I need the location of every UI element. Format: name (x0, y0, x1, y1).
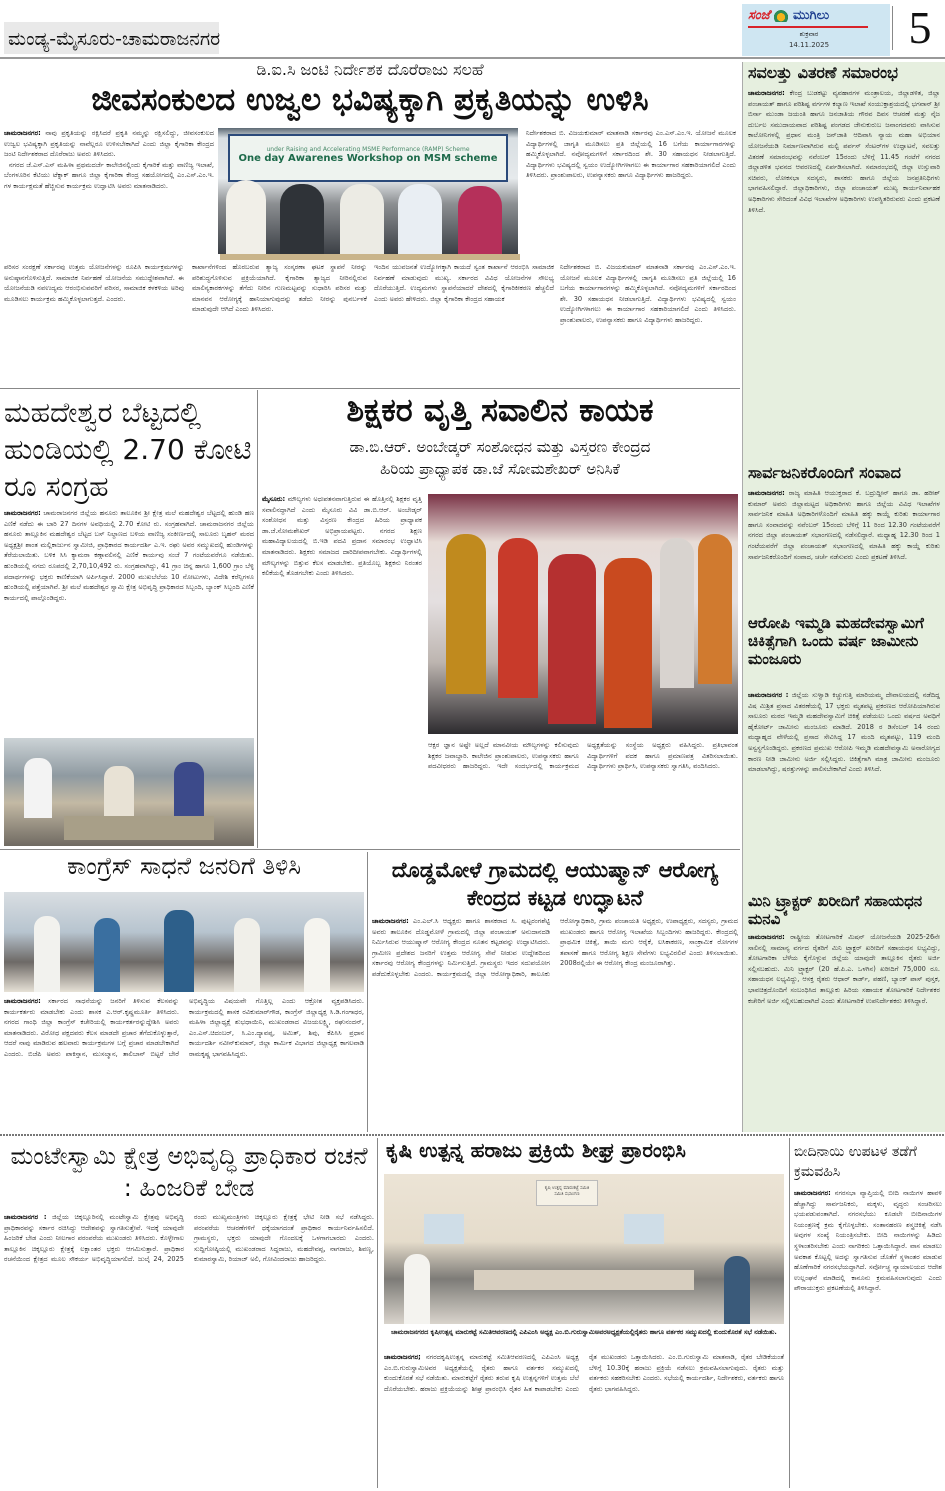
story4-body: ಚಾಮರಾಜನಗರ: ಸರ್ಕಾರದ ಸಾಧನೆಯನ್ನು ಜನರಿಗೆ ತಿಳಿಸುವ ಕೆಲಸವನ್ನು ಕಾರ್ಯಕರ್ತರು ಮಾಡಬೇಕು ಎಂದು ಶಾಸಕ ಎ.ಆರ್.ಕೃಷ್ಣಮೂರ್ತಿ ತಿಳಿಸಿದರು. ನಗರದ ಗಾಂಧಿ ಜಿಲ್ಲಾ ಕಾಂಗ್ರೆಸ್ ಕಚೇರಿಯಲ್ಲಿ ಕಾರ್ಯಕರ್ತರನ್ನುದ್ದೇಶಿಸಿ ಅವರು ಮಾತನಾಡಿದರು. ವಿರೋಧ ಪಕ್ಷದವರು ಕೆಲಸ ಮಾಡದೇ ಪ್ರಚಾರ ತೆಗೆದುಕೊಳ್ಳುತ್ತಾರೆ, ಆದರೆ ನಾವು ಮಾಡಿರುವ ಹಲವಾರು ಕಾರ್ಯಕ್ರಮಗಳ ಬಗ್ಗೆ ಪ್ರಚಾರ ಮಾಡಬೇಕಾಗಿದೆ ಎಂದರು. ಬಿಜೆಪಿ ಅವರು ಪಾಕಿಸ್ತಾನ, ಮುಸಲ್ಮಾನ, ತಾಲಿಬಾನ್ ಬಿಟ್ಟರೆ ಬೇರೆ ಅಭಿವೃದ್ಧಿಯ ವಿಷಯವೇ ಗೊತ್ತಿಲ್ಲ ಎಂದು ಆಕ್ರೋಶ ವ್ಯಕ್ತಪಡಿಸಿದರು. ಕಾರ್ಯಕ್ರಮದಲ್ಲಿ ಶಾಸಕ ರವಿಕುಮಾರ್‌ಗೌಡ, ಕಾಂಗ್ರೆಸ್ ಜಿಲ್ಲಾಧ್ಯಕ್ಷ ಸಿ.ಡಿ.ಗಂಗಾಧರ, ಮಹಿಳಾ ಜಿಲ್ಲಾಧ್ಯಕ್ಷೆ ಶುಭಧಾಯಿನಿ, ಮುಖಂಡರಾದ ವಿಜಯಲಕ್ಷ್ಮಿ, ರಘುನಂದನ್, ಎಂ.ಎಸ್.ಚಿದಂಬರ್, ಸಿ.ಎಂ.ದ್ಯಾವಪ್ಪ, ಅಮಿತ್, ಶಿವು, ಕೆಪಿಸಿಸಿ ಪ್ರಧಾನ ಕಾರ್ಯದರ್ಶಿ ನವೀನ್‌ಕುಮಾರ್, ಜಿಲ್ಲಾ ಕಾರ್ಮಿಕ ವಿಭಾಗದ ಜಿಲ್ಲಾಧ್ಯಕ್ಷ ಕಾಗಲವಾಡಿ ರಾಮಕೃಷ್ಣ ಭಾಗವಹಿಸಿದ್ದರು. (4, 997, 364, 1058)
sidebar3-heading: ಆರೋಪಿ ಇಮ್ಮಡಿ ಮಹದೇವಸ್ವಾಮಿಗೆ ಚಿಕಿತ್ಸೆಗಾಗಿ ಒಂದು ವರ್ಷ ಜಾಮೀನು ಮಂಜೂರು (748, 614, 924, 668)
story1-headline: ಜೀವಸಂಕುಲದ ಉಜ್ವಲ ಭವಿಷ್ಯಕ್ಕಾಗಿ ಪ್ರಕೃತಿಯನ್ನು ಉಳಿಸಿ (91, 84, 649, 118)
rule-col-story7 (377, 1138, 378, 1488)
story3-photo (428, 494, 738, 734)
sidebar3-body: ಚಾಮರಾಜನಗರ : ಜಿಲ್ಲೆಯ ಸುಳ್ವಾಡಿ ಕಿಚ್ಚುಗುತ್ತಿ ಮಾರಿಯಮ್ಮ ದೇವಾಲಯದಲ್ಲಿ ನಡೆದಿದ್ದ ವಿಷ ಮಿಶ್ರಿತ ಪ್ರಸಾದ ವಿತರಣೆಯಲ್ಲಿ 17 ಭಕ್ತರು ಮೃತಪಟ್ಟ ಪ್ರಕರಣದ ಆರೋಪಿಯಾಗಿರುವ ಸಾಲೂರು ಮಠದ ಇಮ್ಮಡಿ ಮಹದೇವಸ್ವಾಮಿಗೆ ಚಿಕಿತ್ಸೆ ಪಡೆಯಲು ಒಂದು ವರ್ಷದ ಅವಧಿಗೆ ಹೈಕೋರ್ಟ್ ಜಾಮೀನು ಮಂಜೂರು ಮಾಡಿದೆ. 2018 ರ ಡಿಸೆಂಬರ್ 14 ರಂದು ಮಧ್ಯಾಹ್ನದ ವೇಳೆಯಲ್ಲಿ ಪ್ರಸಾದ ಸೇವಿಸಿದ್ದ 17 ಮಂದಿ ಮೃತಪಟ್ಟು, 119 ಮಂದಿ ಅಸ್ವಸ್ಥಗೊಂಡಿದ್ದರು. ಪ್ರಕರಣದ ಪ್ರಮುಖ ಆರೋಪಿ ಇಮ್ಮಡಿ ಮಹದೇವಸ್ವಾಮಿ ಅನಾರೋಗ್ಯದ ಕಾರಣ ನೀಡಿ ಜಾಮೀನು ಅರ್ಜಿ ಸಲ್ಲಿಸಿದ್ದರು. ಚಿಕಿತ್ಸೆಗಾಗಿ ಮಾತ್ರ ಜಾಮೀನು ಮಂಜೂರು ಮಾಡಲಾಗಿದ್ದು, ಷರತ್ತುಗಳನ್ನು ಪಾಲಿಸಬೇಕಾಗಿದೆ ಎಂದು ತಿಳಿಸಿದೆ. (748, 691, 940, 774)
story3-body1: ಮೈಸೂರು: ಮೌಲ್ಯಗಳು ಅಧಃಪತನವಾಗುತ್ತಿರುವ ಈ ಹೊತ್ತಿನಲ್ಲಿ ಶಿಕ್ಷಕರ ವೃತ್ತಿ ಸವಾಲಿನದ್ದಾಗಿದೆ ಎಂದು ಮೈಸೂರು ವಿವಿ ಡಾ.ಬಿ.ಆರ್. ಅಂಬೇಡ್ಕರ್ ಸಂಶೋಧನ ಮತ್ತು ವಿಸ್ತರಣ ಕೇಂದ್ರದ ಹಿರಿಯ ಪ್ರಾಧ್ಯಾಪಕ ಡಾ.ಜೆ.ಸೋಮಶೇಖರ್ ಅಭಿಪ್ರಾಯಪಟ್ಟರು. ನಗರದ ಶಿಕ್ಷಣ ಮಹಾವಿದ್ಯಾಲಯದಲ್ಲಿ ಬಿ.ಇಡಿ ಪದವಿ ಪ್ರದಾನ ಸಮಾರಂಭ ಉದ್ಘಾಟಿಸಿ ಮಾತನಾಡಿದರು. ಶಿಕ್ಷಕರು ಸಮಾಜದ ದಾರಿದೀಪವಾಗಬೇಕು. ವಿದ್ಯಾರ್ಥಿಗಳಲ್ಲಿ ಮೌಲ್ಯಗಳನ್ನು ಬಿತ್ತುವ ಕೆಲಸ ಮಾಡಬೇಕು. ಪ್ರತಿಯೊಬ್ಬ ಶಿಕ್ಷಕನು ನಿರಂತರ ಕಲಿಕೆಯಲ್ಲಿ ತೊಡಗಬೇಕು ಎಂದು ತಿಳಿಸಿದರು. (262, 495, 422, 578)
story3-headline: ಶಿಕ್ಷಕರ ವೃತ್ತಿ ಸವಾಲಿನ ಕಾಯಕ (346, 394, 654, 429)
sidebar4-heading: ಮಿನಿ ಟ್ರ್ಯಾಕ್ಟರ್ ಖರೀದಿಗೆ ಸಹಾಯಧನ ಮನವಿ (748, 892, 923, 928)
banner-line-2: One day Awarenes Workshop on MSM scheme (238, 153, 498, 164)
sidebar1-body: ಚಾಮರಾಜನಗರ: ಕೇಂದ್ರ ಬುಡಕಟ್ಟು ವ್ಯವಹಾರಗಳ ಮಂತ್ರಾಲಯ, ಜಿಲ್ಲಾಡಳಿತ, ಜಿಲ್ಲಾ ಪಂಚಾಯತ್ ಹಾಗೂ ಪರಿಶಿಷ್ಟ ವರ್ಗಗಳ ಕಲ್ಯಾಣ ಇಲಾಖೆ ಸಂಯುಕ್ತಾಶ್ರಯದಲ್ಲಿ ಭಗವಾನ್ ಶ್ರೀ ಬಿರ್ಸಾ ಮುಂಡಾ ಜಯಂತಿ ಹಾಗೂ ಜನಜಾತಿಯ ಗೌರವ ದಿವಸ ಆಚರಣೆ ಮತ್ತು ನೈಜ ದುರ್ಬಲ ಸಮುದಾಯವಾದ ಪರಿಶಿಷ್ಟ ಪಂಗಡದ ಜೇನುಕುರುಬ ಜನಾಂಗದವರು ವಾಸಿಸುವ ಕಾಲೋನಿಗಳಲ್ಲಿ ಪ್ರಧಾನ ಮಂತ್ರಿ ಜನ್‌ಜಾತಿ ಆದಿವಾಸಿ ನ್ಯಾಯ ಮಹಾ ಅಭಿಯಾನ ಯೋಜನೆಯಡಿ ನಿರ್ಮಾಣವಾಗಿರುವ ಮಲ್ಟಿ ಪರ್ಪಸ್ ಸೆಂಟರ್‌ಗಳ ಉದ್ಘಾಟನೆ, ಸವಲತ್ತು ವಿತರಣೆ ಸಮಾರಂಭವನ್ನು ನವೆಂಬರ್ 15ರಂದು ಬೆಳಿಗ್ಗೆ 11.45 ಗಂಟೆಗೆ ನಗರದ ಜಿಲ್ಲಾಡಳಿತ ಭವನದ ಆವರಣದಲ್ಲಿ ಏರ್ಪಡಿಸಲಾಗಿದೆ. ಸಮಾರಂಭದಲ್ಲಿ ಜಿಲ್ಲಾ ಉಸ್ತುವಾರಿ ಸಚಿವರು, ಲೋಕಸಭಾ ಸದಸ್ಯರು, ಶಾಸಕರು ಹಾಗೂ ಜಿಲ್ಲೆಯ ಜನಪ್ರತಿನಿಧಿಗಳು ಭಾಗವಹಿಸಲಿದ್ದಾರೆ. ಜಿಲ್ಲಾಧಿಕಾರಿಗಳು, ಜಿಲ್ಲಾ ಪಂಚಾಯತ್ ಮುಖ್ಯ ಕಾರ್ಯನಿರ್ವಾಹಕ ಅಧಿಕಾರಿಗಳು ಸೇರಿದಂತೆ ವಿವಿಧ ಇಲಾಖೆಗಳ ಅಧಿಕಾರಿಗಳು ಉಪಸ್ಥಿತರಿರುವರು ಎಂದು ಪ್ರಕಟಣೆ ತಿಳಿಸಿದೆ. (748, 89, 940, 214)
rule-col2 (257, 390, 258, 848)
story4-headline: ಕಾಂಗ್ರೆಸ್ ಸಾಧನೆ ಜನರಿಗೆ ತಿಳಿಸಿ (67, 854, 301, 880)
story1-body4b: ನಿರ್ದೇಶಕರಾದ ಬಿ. ವಿಜಯಕುಮಾರ್ ಮಾತನಾಡಿ ಸರ್ಕಾರವು ಎಂ.ಎಸ್.ಎಂ.ಇ. ಯೋಜನೆ ಮೂಲಕ ವಿದ್ಯಾರ್ಥಿಗಳಲ್ಲಿ ಜಾಗೃತಿ ಮೂಡಿಸಲು ಪ್ರತಿ ಜಿಲ್ಲೆಯಲ್ಲಿ 16 ಬಗೆಯ ಕಾರ್ಯಾಗಾರಗಳನ್ನು ಹಮ್ಮಿಕೊಳ್ಳಲಾಗಿದೆ. ನವೋದ್ಯಮಗಳಿಗೆ ಸರ್ಕಾರದಿಂದ ಶೇ. 30 ಸಹಾಯಧನ ನೀಡಲಾಗುತ್ತಿದೆ. ವಿದ್ಯಾರ್ಥಿಗಳು ಭವಿಷ್ಯದಲ್ಲಿ ಸ್ವಯಂ ಉದ್ಯೋಗಿಗಳಾಗಲು ಈ ಕಾರ್ಯಾಗಾರ ಸಹಕಾರಿಯಾಗಲಿದೆ ಎಂದು ತಿಳಿಸಿದರು. ಪ್ರಾಂಶುಪಾಲರು, ಉಪನ್ಯಾಸಕರು ಹಾಗೂ ವಿದ್ಯಾರ್ಥಿಗಳು ಹಾಜರಿದ್ದರು. (560, 263, 736, 324)
rule-col-sidebar5 (789, 1138, 790, 1488)
story5-body: ಚಾಮರಾಜನಗರ: ಎಂ.ಎಲ್.ಸಿ ಆಧ್ಯಕ್ಷರು ಹಾಗೂ ಶಾಸಕರಾದ ಸಿ. ಪುಟ್ಟರಂಗಶೆಟ್ಟಿ ಅವರು ತಾಲೂಕಿನ ದೊಡ್ಡಮೋಳೆ ಗ್ರಾಮದಲ್ಲಿ ಜಿಲ್ಲಾ ಪಂಚಾಯತ್ ಅನುದಾನದಡಿ ನಿರ್ಮಿಸಿರುವ ಆಯುಷ್ಮಾನ್ ಆರೋಗ್ಯ ಕೇಂದ್ರದ ನೂತನ ಕಟ್ಟಡವನ್ನು ಉದ್ಘಾಟಿಸಿದರು. ಗ್ರಾಮೀಣ ಪ್ರದೇಶದ ಜನರಿಗೆ ಉತ್ತಮ ಆರೋಗ್ಯ ಸೇವೆ ನೀಡುವ ಉದ್ದೇಶದಿಂದ ಸರ್ಕಾರವು ಆರೋಗ್ಯ ಕೇಂದ್ರಗಳನ್ನು ನಿರ್ಮಿಸುತ್ತಿದೆ. ಗ್ರಾಮಸ್ಥರು ಇದರ ಸದುಪಯೋಗ ಪಡೆದುಕೊಳ್ಳಬೇಕು ಎಂದರು. ಕಾರ್ಯಕ್ರಮದಲ್ಲಿ ಜಿಲ್ಲಾ ಆರೋಗ್ಯಾಧಿಕಾರಿ, ತಾಲೂಕು ಆರೋಗ್ಯಾಧಿಕಾರಿ, ಗ್ರಾಮ ಪಂಚಾಯತಿ ಅಧ್ಯಕ್ಷರು, ಉಪಾಧ್ಯಕ್ಷರು, ಸದಸ್ಯರು, ಗ್ರಾಮದ ಮುಖಂಡರು ಹಾಗೂ ಆರೋಗ್ಯ ಇಲಾಖೆಯ ಸಿಬ್ಬಂದಿಗಳು ಹಾಜರಿದ್ದರು. ಕೇಂದ್ರದಲ್ಲಿ ಪ್ರಾಥಮಿಕ ಚಿಕಿತ್ಸೆ, ತಾಯಿ ಮಗು ಆರೈಕೆ, ಲಸಿಕಾಕರಣ, ಸಾಂಕ್ರಾಮಿಕ ರೋಗಗಳ ತಪಾಸಣೆ ಹಾಗೂ ಆರೋಗ್ಯ ಶಿಕ್ಷಣ ಸೇವೆಗಳು ಲಭ್ಯವಿರಲಿವೆ ಎಂದು ತಿಳಿಸಲಾಯಿತು. 2008ರಲ್ಲಿಯೇ ಈ ಆರೋಗ್ಯ ಕೇಂದ್ರ ಮಂಜೂರಾಗಿತ್ತು. (372, 917, 738, 978)
story2-headline: ಮಹದೇಶ್ವರ ಬೆಟ್ಟದಲ್ಲಿ ಹುಂಡಿಯಲ್ಲಿ 2.70 ಕೋಟಿ ರೂ ಸಂಗ್ರಹ (4, 396, 252, 503)
sidebar2-body: ಚಾಮರಾಜನಗರ: ರಾಜ್ಯ ಮಾಹಿತಿ ಆಯುಕ್ತರಾದ ಕೆ. ಬದ್ರುದ್ದೀನ್ ಹಾಗೂ ಡಾ. ಹರೀಶ್ ಕುಮಾರ್ ಅವರು ಜಿಲ್ಲಾಮಟ್ಟದ ಅಧಿಕಾರಿಗಳು ಹಾಗೂ ಜಿಲ್ಲೆಯ ವಿವಿಧ ಇಲಾಖೆಗಳ ಸಾರ್ವಜನಿಕ ಮಾಹಿತಿ ಅಧಿಕಾರಿಗಳೊಂದಿಗೆ ಮಾಹಿತಿ ಹಕ್ಕು ಕಾಯ್ದೆ ಕುರಿತು ಕಾರ್ಯಾಗಾರ ಹಾಗೂ ಸಂವಾದವನ್ನು ನವೆಂಬರ್ 15ರಂದು ಬೆಳಿಗ್ಗೆ 11 ರಿಂದ 12.30 ಗಂಟೆಯವರೆಗೆ ನಗರದ ಜಿಲ್ಲಾ ಪಂಚಾಯತ್ ಸಭಾಂಗಣದಲ್ಲಿ ನಡೆಸಲಿದ್ದಾರೆ. ಮಧ್ಯಾಹ್ನ 12.30 ರಿಂದ 1 ಗಂಟೆಯವರೆಗೆ ಜಿಲ್ಲಾ ಪಂಚಾಯತ್ ಸಭಾಂಗಣದಲ್ಲಿ ಮಾಹಿತಿ ಹಕ್ಕು ಕಾಯ್ದೆ ಕುರಿತು ಸಾರ್ವಜನಿಕರೊಂದಿಗೆ ಸಂವಾದ, ಚರ್ಚೆ ನಡೆಸುವರು ಎಂದು ಪ್ರಕಟಣೆ ತಿಳಿಸಿದೆ. (748, 489, 940, 561)
story3-subhead-1: ಡಾ.ಬಿ.ಆರ್. ಅಂಬೇಡ್ಕರ್ ಸಂಶೋಧನ ಮತ್ತು ವಿಸ್ತರಣ ಕೇಂದ್ರದ (349, 440, 651, 456)
banner-line-1: under Raising and Accelerating MSME Performance (RAMP) Scheme (266, 146, 470, 153)
story7-headline: ಕೃಷಿ ಉತ್ಪನ್ನ ಹರಾಜು ಪ್ರಕ್ರಿಯೆ ಶೀಘ್ರ ಪ್ರಾರಂಭಿಸಿ (386, 1140, 686, 1162)
lamp-statue-photo (220, 254, 520, 260)
story1-body2: ಪರಿಸರ ಸಂರಕ್ಷಣೆ ಸರ್ಕಾರವು ಉತ್ತಮ ಯೋಜನೆಗಳನ್ನು ರೂಪಿಸಿ ಕಾರ್ಯಕ್ರಮಗಳನ್ನು ಅನುಷ್ಠಾನಗೊಳಿಸುತ್ತಿದೆ. ಸಾಮಾಜಿಕ ನಿರ್ವಹಣೆ ಯೋಜನೆಯ ಸಮುದ್ದೇಶವಾಗಿದೆ. ಈ ಯೋಜನೆಯಡಿ ನವಉದ್ಯಮ ಆರಂಭಿಸುವವರಿಗೆ ಪರಿಸರ, ಸಾಮಾಜಿಕ ಕಳಕಳಿಯ ಅರಿವು ಮೂಡಿಸಲು ಕಾರ್ಯಕ್ರಮ ಹಮ್ಮಿಕೊಳ್ಳಲಾಗುತ್ತದೆ. ಎಂದರು. (4, 263, 184, 303)
logo-part-sanje: ಸಂಜೆ (748, 8, 770, 23)
sidebar4-body: ಚಾಮರಾಜನಗರ: ರಾಷ್ಟ್ರೀಯ ತೋಟಗಾರಿಕೆ ಮಿಷನ್ ಯೋಜನೆಯಡಿ 2025-26ನೇ ಸಾಲಿನಲ್ಲಿ ಸಾಮಾನ್ಯ ವರ್ಗದ ರೈತರಿಗೆ ಮಿನಿ ಟ್ರ್ಯಾಕ್ಟರ್ ಖರೀದಿಗೆ ಸಹಾಯಧನ ಲಭ್ಯವಿದ್ದು, ತೋಟಗಾರಿಕಾ ಬೆಳೆಯ ಕೈಗೊಳ್ಳುವ ಜಿಲ್ಲೆಯ ಯಾವುದೇ ತಾಲ್ಲೂಕಿನ ರೈತರು ಅರ್ಜಿ ಸಲ್ಲಿಸಬಹುದು. ಮಿನಿ ಟ್ರ್ಯಾಕ್ಟರ್ (20 ಹೆ.ಪಿ.ಎ. ಒಳಗಿನ) ಖರೀದಿಗೆ 75,000 ರೂ. ಸಹಾಯಧನ ಲಭ್ಯವಿದ್ದು, ಆಸಕ್ತ ರೈತರು ಆಧಾರ್ ಕಾರ್ಡ್, ಪಹಣಿ, ಬ್ಯಾಂಕ್ ಪಾಸ್ ಪುಸ್ತಕ, ಭಾವಚಿತ್ರದೊಂದಿಗೆ ಸಂಬಂಧಿಸಿದ ತಾಲ್ಲೂಕು ಹಿರಿಯ ಸಹಾಯಕ ತೋಟಗಾರಿಕೆ ನಿರ್ದೇಶಕರ ಕಚೇರಿಗೆ ಅರ್ಜಿ ಸಲ್ಲಿಸಬಹುದಾಗಿದೆ ಎಂದು ತೋಟಗಾರಿಕೆ ಉಪನಿರ್ದೇಶಕರು ತಿಳಿಸಿದ್ದಾರೆ. (748, 933, 940, 1005)
sidebar1-heading: ಸವಲತ್ತು ವಿತರಣೆ ಸಮಾರಂಭ (748, 64, 898, 82)
story7-body: ಚಾಮರಾಜನಗರ; ನಗರದಕೃಷಿಉತ್ಪನ್ನ ಮಾರುಕಟ್ಟೆ ಸಮಿತಿಆವರಣದಲ್ಲಿ ಎಪಿಎಂಸಿ ಅಧ್ಯಕ್ಷ ಎಂ.ಬಿ.ಗುರುಸ್ವಾಮಿಅವರ ಅಧ್ಯಕ್ಷತೆಯಲ್ಲಿ ರೈತರು ಹಾಗೂ ವರ್ತಕರ ಸಮ್ಮುಖದಲ್ಲಿ ಕುಂದುಕೊರತೆ ಸಭೆ ನಡೆಯಿತು. ಮಾರುಕಟ್ಟೆಗೆ ರೈತರು ತರುವ ಕೃಷಿ ಉತ್ಪನ್ನಗಳಿಗೆ ಉತ್ತಮ ಬೆಲೆ ದೊರೆಯಬೇಕು. ಹರಾಜು ಪ್ರಕ್ರಿಯೆಯನ್ನು ಶೀಘ್ರ ಪ್ರಾರಂಭಿಸಿ ರೈತರ ಹಿತ ಕಾಪಾಡಬೇಕು ಎಂದು ರೈತ ಮುಖಂಡರು ಒತ್ತಾಯಿಸಿದರು. ಎಂ.ಬಿ.ಗುರುಸ್ವಾಮಿ ಮಾತನಾಡಿ, ರೈತರ ಬೇಡಿಕೆಯಂತೆ ಬೆಳಿಗ್ಗೆ 10.30ಕ್ಕೆ ಹರಾಜು ಪ್ರಕ್ರಿಯೆ ನಡೆಸಲು ಕ್ರಮವಹಿಸಲಾಗುವುದು. ರೈತರು ಮತ್ತು ವರ್ತಕರು ಸಹಕರಿಸಬೇಕು ಎಂದರು. ಸಭೆಯಲ್ಲಿ ಕಾರ್ಯದರ್ಶಿ, ನಿರ್ದೇಶಕರು, ವರ್ತಕರು ಹಾಗೂ ರೈತರು ಭಾಗವಹಿಸಿದ್ದರು. (384, 1353, 784, 1393)
story3-body2: ಆಕ್ಷರ ಜ್ಞಾನ ಅಷ್ಟೇ ಅಲ್ಲದೆ ಮಾನವೀಯ ಮೌಲ್ಯಗಳನ್ನು ಕಲಿಸುವುದು ಶಿಕ್ಷಕರ ಜವಾಬ್ದಾರಿ. ಕಾಲೇಜಿನ ಪ್ರಾಂಶುಪಾಲರು, ಉಪನ್ಯಾಸಕರು ಹಾಗೂ ಪದವೀಧರರು ಹಾಜರಿದ್ದರು. ಇದೇ ಸಂದರ್ಭದಲ್ಲಿ ಕಾರ್ಯಕ್ರಮದ ಅಧ್ಯಕ್ಷತೆಯನ್ನು ಸಂಸ್ಥೆಯ ಅಧ್ಯಕ್ಷರು ವಹಿಸಿದ್ದರು. ಪ್ರತಿಭಾವಂತ ವಿದ್ಯಾರ್ಥಿಗಳಿಗೆ ಪದಕ ಹಾಗೂ ಪ್ರಮಾಣಪತ್ರ ವಿತರಿಸಲಾಯಿತು. ವಿದ್ಯಾರ್ಥಿಗಳು ಪ್ರಾರ್ಥಿಸಿ, ಉಪನ್ಯಾಸಕರು ಸ್ವಾಗತಿಸಿ, ವಂದಿಸಿದರು. (428, 741, 738, 771)
sidebar2-heading: ಸಾರ್ವಜನಿಕರೊಂದಿಗೆ ಸಂವಾದ (748, 464, 901, 482)
story1-body5: ನಿರ್ದೇಶಕರಾದ ಬಿ. ವಿಜಯಕುಮಾರ್ ಮಾತನಾಡಿ ಸರ್ಕಾರವು ಎಂ.ಎಸ್.ಎಂ.ಇ. ಯೋಜನೆ ಮೂಲಕ ವಿದ್ಯಾರ್ಥಿಗಳಲ್ಲಿ ಜಾಗೃತಿ ಮೂಡಿಸಲು ಪ್ರತಿ ಜಿಲ್ಲೆಯಲ್ಲಿ 16 ಬಗೆಯ ಕಾರ್ಯಾಗಾರಗಳನ್ನು ಹಮ್ಮಿಕೊಳ್ಳಲಾಗಿದೆ. ನವೋದ್ಯಮಗಳಿಗೆ ಸರ್ಕಾರದಿಂದ ಶೇ. 30 ಸಹಾಯಧನ ನೀಡಲಾಗುತ್ತಿದೆ. ವಿದ್ಯಾರ್ಥಿಗಳು ಭವಿಷ್ಯದಲ್ಲಿ ಸ್ವಯಂ ಉದ್ಯೋಗಿಗಳಾಗಲು ಈ ಕಾರ್ಯಾಗಾರ ಸಹಕಾರಿಯಾಗಲಿದೆ ಎಂದು ತಿಳಿಸಿದರು. ಪ್ರಾಂಶುಪಾಲರು, ಉಪನ್ಯಾಸಕರು ಹಾಗೂ ವಿದ್ಯಾರ್ಥಿಗಳು ಹಾಜರಿದ್ದರು. (526, 129, 736, 180)
story1-body1: ನಗರದ ಜೆ.ಎಸ್.ಎಸ್ ಮಹಿಳಾ ಪ್ರಥಮದರ್ಜೆ ಕಾಲೇಜಿನಲ್ಲಿಂದು ಕೈಗಾರಿಕೆ ಮತ್ತು ವಾಣಿಜ್ಯ ಇಲಾಖೆ, ಬೆಂಗಳೂರಿನ ಕೆಟಿಯು ಟೆಕ್ನಾಕ್ ಹಾಗೂ ಜಿಲ್ಲಾ ಕೈಗಾರಿಕಾ ಕೇಂದ್ರ ಸಹಯೋಗದಲ್ಲಿ ಎಂ.ಎಸ್.ಎಂ.ಇ. ಗಳ ಕಾರ್ಯಕ್ಷಮತೆ ಹೆಚ್ಚಿಸುವ ಕಾರ್ಯಕ್ರಮ ಉದ್ಘಾಟಿಸಿ ಅವರು ಮಾತನಾಡಿದರು. (4, 160, 214, 190)
sidebar5-heading: ಬೀದಿನಾಯಿ ಉಪಟಳ ತಡೆಗೆ ಕ್ರಮವಹಿಸಿ (794, 1144, 917, 1180)
issue-date: 14.11.2025 (788, 41, 830, 49)
paper-logo-box (742, 4, 890, 56)
rule-col-story5 (367, 852, 368, 1132)
logo-part-mugilu: ಮುಗಿಲು (792, 8, 830, 23)
rule-story3-bottom (0, 849, 740, 850)
story1-photo (218, 128, 518, 254)
story2-body: ಚಾಮರಾಜನಗರ: ಚಾಮರಾಜನಗರ ಜಿಲ್ಲೆಯ ಹನೂರು ತಾಲೂಕಿನ ಶ್ರೀ ಕ್ಷೇತ್ರ ಮಲೆ ಮಹದೇಶ್ವರ ಬೆಟ್ಟದಲ್ಲಿ ಹುಂಡಿ ಹಣ ಎಣಿಕೆ ನಡೆದು ಈ ಬಾರಿ 27 ದಿನಗಳ ಅವಧಿಯಲ್ಲಿ 2.70 ಕೋಟಿ ರು. ಸಂಗ್ರಹವಾಗಿದೆ. ಚಾಮರಾಜನಗರ ಜಿಲ್ಲೆಯ ಹನೂರು ತಾಲ್ಲೂಕಿನ ಮಹದೇಶ್ವರ ಬೆಟ್ಟದ ಬಸ್ ನಿಲ್ದಾಣದ ಬಳಿಯ ವಾಣಿಜ್ಯ ಸಂಕೀರ್ಣದಲ್ಲಿ ಸಾಲೂರು ಬೃಹನ್ ಮಠದ ಅಧ್ಯಕ್ಷಶ್ರೀ ಶಾಂತ ಮಲ್ಲಿಕಾರ್ಜುನ ಸ್ವಾಮೀಜಿ, ಪ್ರಾಧಿಕಾರದ ಕಾರ್ಯದರ್ಶಿ ಎ.ಇ. ರಘು ಅವರ ಸಮ್ಮುಖದಲ್ಲಿ ಹುಂಡಿಗಳನ್ನು ತೆರೆಯಲಾಯಿತು. ಬಳಿಕ ಸಿಸಿ ಕ್ಯಾಮರಾ ಕಣ್ಗಾವಲಿನಲ್ಲಿ ಎಣಿಕೆ ಕಾರ್ಯವು ಸಂಜೆ 7 ಗಂಟೆಯವರೆಗೂ ನಡೆಯಿತು. ಹುಂಡಿಯಲ್ಲಿ ನಗದು ರೂಪದಲ್ಲಿ 2,70,10,492 ರು. ಸಂಗ್ರಹವಾಗಿದ್ದು, 41 ಗ್ರಾಂ ಚಿನ್ನ ಹಾಗೂ 1,600 ಗ್ರಾಂ ಬೆಳ್ಳಿ ಪದಾರ್ಥಗಳನ್ನು ಭಕ್ತರು ಕಾಣಿಕೆಯಾಗಿ ಅರ್ಪಿಸಿದ್ದಾರೆ. 2000 ಮುಖಬೆಲೆಯ 10 ನೋಟುಗಳು, ವಿದೇಶಿ ಕರೆನ್ಸಿಗಳೂ ಹುಂಡಿಯಲ್ಲಿ ಪತ್ತೆಯಾಗಿವೆ. ಶ್ರೀ ಮಲೆ ಮಹದೇಶ್ವರ ಸ್ವಾಮಿ ಕ್ಷೇತ್ರ ಅಭಿವೃದ್ಧಿ ಪ್ರಾಧಿಕಾರದ ಸಿಬ್ಬಂದಿ, ಬ್ಯಾಂಕ್ ಸಿಬ್ಬಂದಿ ಎಣಿಕೆ ಕಾರ್ಯದಲ್ಲಿ ಪಾಲ್ಗೊಂಡಿದ್ದರು. (4, 509, 254, 602)
page-number-divider (892, 6, 893, 50)
story1-lead: ಚಾಮರಾಜನಗರ: ನಾವು ಪ್ರಕೃತಿಯನ್ನು ರಕ್ಷಿಸಿದರೆ ಪ್ರಕೃತಿ ನಮ್ಮನ್ನು ರಕ್ಷಿಸಲಿದ್ದು, ಜೀವಸಂಕುಲದ ಉಜ್ವಲ ಭವಿಷ್ಯಕ್ಕಾಗಿ ಪ್ರಕೃತಿಯನ್ನು ನಾವೆಲ್ಲರೂ ಉಳಿಸಬೇಕಾಗಿದೆ ಎಂದು ಜಿಲ್ಲಾ ಕೈಗಾರಿಕಾ ಕೇಂದ್ರದ ಜಂಟಿ ನಿರ್ದೇಶಕರಾದ ದೊರೆರಾಜು ಅವರು ತಿಳಿಸಿದರು. ನಗರದ ಜೆ.ಎಸ್.ಎಸ್ ಮಹಿಳಾ ಪ್ರಥಮದರ್ಜೆ ಕಾಲೇಜಿನಲ್ಲಿಂದು ಕೈಗಾರಿಕೆ ಮತ್ತು ವಾಣಿಜ್ಯ ಇಲಾಖೆ, ಬೆಂಗಳೂರಿನ ಕೆಟಿಯು ಟೆಕ್ನಾಕ್ ಹಾಗೂ ಜಿಲ್ಲಾ ಕೈಗಾರಿಕಾ ಕೇಂದ್ರ ಸಹಯೋಗದಲ್ಲಿ ಎಂ.ಎಸ್.ಎಂ.ಇ. ಗಳ ಕಾರ್ಯಕ್ಷಮತೆ ಹೆಚ್ಚಿಸುವ ಕಾರ್ಯಕ್ರಮ ಉದ್ಘಾಟಿಸಿ ಅವರು ಮಾತನಾಡಿದರು. (4, 129, 214, 190)
rule-story1-bottom (0, 388, 740, 389)
story3-subhead-2: ಹಿರಿಯ ಪ್ರಾಧ್ಯಾಪಕ ಡಾ.ಜೆ ಸೋಮಶೇಖರ್ ಅನಿಸಿಕೆ (380, 462, 620, 478)
story6-headline: ಮಂಟೇಸ್ವಾಮಿ ಕ್ಷೇತ್ರ ಅಭಿವೃದ್ಧಿ ಪ್ರಾಧಿಕಾರ ರಚನೆ : ಹಿಂಜರಿಕೆ ಬೇಡ (10, 1142, 368, 1202)
story6-body: ಚಾಮರಾಜನಗರ : ಜಿಲ್ಲೆಯ ಚಿಕ್ಕಲ್ಲೂರಿನಲ್ಲಿ ಮಂಟೇಸ್ವಾಮಿ ಕ್ಷೇತ್ರವು ಅಭಿವೃದ್ಧಿ ಪ್ರಾಧಿಕಾರವನ್ನು ಸರ್ಕಾರ ರಚಿಸಿದ್ದು ಆದೇಶವನ್ನು ಸ್ವಾಗತಿಸುತ್ತೇವೆ. ಇದಕ್ಕೆ ಯಾವುದೇ ಹಿಂಜರಿಕೆ ಬೇಡ ಎಂದು ನೀಲಗಾರ ಪರಂಪರೆಯ ಮುಖಂಡರು ತಿಳಿಸಿದರು. ಕೊಳ್ಳೇಗಾಲ ತಾಲ್ಲೂಕಿನ ಚಿಕ್ಕಲ್ಲೂರು ಕ್ಷೇತ್ರಕ್ಕೆ ಲಕ್ಷಾಂತರ ಭಕ್ತರು ಆಗಮಿಸುತ್ತಾರೆ. ಪ್ರಾಧಿಕಾರ ರಚನೆಯಿಂದ ಕ್ಷೇತ್ರದ ಮೂಲ ಸೌಕರ್ಯ ಅಭಿವೃದ್ಧಿಯಾಗಲಿದೆ. ಜುಲೈ 24, 2025 ರಂದು ಮುಖ್ಯಮಂತ್ರಿಗಳು ಚಿಕ್ಕಲ್ಲೂರು ಕ್ಷೇತ್ರಕ್ಕೆ ಭೇಟಿ ನೀಡಿ ಸಭೆ ನಡೆಸಿದ್ದರು. ಪರಂಪರೆಯ ಆಚರಣೆಗಳಿಗೆ ಧಕ್ಕೆಯಾಗದಂತೆ ಪ್ರಾಧಿಕಾರ ಕಾರ್ಯನಿರ್ವಹಿಸಲಿದೆ. ಗ್ರಾಮಸ್ಥರು, ಭಕ್ತರು ಯಾವುದೇ ಗೊಂದಲಕ್ಕೆ ಒಳಗಾಗಬಾರದು ಎಂದರು. ಸುದ್ದಿಗೋಷ್ಠಿಯಲ್ಲಿ ಮುಖಂಡರಾದ ಸಿದ್ದರಾಜು, ಮಹದೇವಪ್ಪ, ನಾಗರಾಜು, ಶಿವಣ್ಣ, ಕುಮಾರಸ್ವಾಮಿ, ರಿಯಾಜ್ ಅಲಿ, ಗೋವಿಂದರಾಜು ಹಾಜರಿದ್ದರು. (4, 1213, 374, 1264)
story1-kicker: ಡಿ.ಐ.ಸಿ ಜಂಟಿ ನಿರ್ದೇಶಕ ದೊರೆರಾಜು ಸಲಹೆ (256, 62, 484, 79)
story5-headline: ದೊಡ್ಡಮೋಳೆ ಗ್ರಾಮದಲ್ಲಿ ಆಯುಷ್ಮಾನ್ ಆರೋಗ್ಯ ಕೇಂದ್ರದ ಕಟ್ಟಡ ಉದ್ಘಾಟನೆ (391, 858, 719, 910)
story7-caption: ಚಾಮರಾಜನಗರದ ಕೃಷಿಉತ್ಪನ್ನ ಮಾರುಕಟ್ಟೆ ಸಮಿತಿಆವರಣದಲ್ಲಿ ಎಪಿಎಂಸಿ ಅಧ್ಯಕ್ಷ ಎಂ.ಬಿ.ಗುರುಸ್ವಾಮಿಅವರಅಧ್ಯಕ್ಷತೆಯಲ್ಲಿರೈತರು ಹಾಗೂ ವರ್ತಕರ ಸಮ್ಮುಖದಲ್ಲಿ ಕುಂದುಕೊರತೆ ಸಭೆ ನಡೆಯಿತು. (391, 1328, 777, 1336)
page-number: 5 (908, 2, 932, 53)
story7-photo (384, 1174, 784, 1324)
story2-photo (4, 738, 254, 846)
story4-photo (4, 892, 364, 992)
section-title: ಮಂಡ್ಯ-ಮೈಸೂರು-ಚಾಮರಾಜನಗರ (8, 28, 221, 50)
rule-bottom-section (0, 1134, 945, 1136)
story1-dateline: ಚಾಮರಾಜನಗರ: (4, 129, 41, 137)
story1-body3: ಕಾರ್ಖಾನೆಗಳಿಂದ ಹೊರಬರುವ ತ್ಯಾಜ್ಯ ಸಂಸ್ಕರಣಾ ಘಟಕ ಸ್ಥಾಪನೆ ನೀರನ್ನು ಪರಿಶುದ್ಧಗೊಳಿಸುವ ಪ್ರಕ್ರಿಯೆಯಾಗಿದೆ. ಕೈಗಾರಿಕಾ ತ್ಯಾಜ್ಯದ ನೀರಿನಲ್ಲಿರುವ ಮಾಲಿನ್ಯಕಾರಕಗಳನ್ನು ತೆಗೆದು ನೀರಿನ ಗುಣಮಟ್ಟವನ್ನು ಸುಧಾರಿಸಿ ಪರಿಸರ ಮತ್ತು ಮಾನವನ ಆರೋಗ್ಯಕ್ಕೆ ಹಾನಿಯಾಗುವುದನ್ನು ತಡೆದು ನೀರನ್ನು ಪುನರ್ಬಳಕೆ ಮಾಡುವುದೇ ಆಗಿದೆ ಎಂದು ತಿಳಿಸಿದರು. (192, 263, 367, 314)
photo-sign-line-2: ಸಮಿತಿ ಸಭಾಂಗಣ (554, 1192, 580, 1197)
photo-sign-line-1: ಕೃಷಿ ಉತ್ಪನ್ನ ಮಾರುಕಟ್ಟೆ ಸಮಿತಿ (544, 1186, 590, 1191)
sun-palm-icon (774, 10, 788, 22)
story1-body4: ಇಂದಿನ ಯುವಜನತೆ ಉದ್ಯೋಗಕ್ಕಾಗಿ ಕಾಯದೆ ಸ್ವಂತ ಕಾರ್ಖಾನೆ ಆರಂಭಿಸಿ ಸಾಮಾಜಿಕ ನಿರ್ವಹಣೆ ಮಾಡುವುದು ಮುಖ್ಯ. ಸರ್ಕಾರದ ವಿವಿಧ ಯೋಜನೆಗಳ ಸೌಲಭ್ಯ ದೊರೆಯುತ್ತಿದೆ. ಉದ್ಯಮಗಳು ಸ್ಥಾಪನೆಯಾದರೆ ದೇಶದಲ್ಲಿ ಕೈಗಾರಿಕೀಕರಣ ಹೆಚ್ಚಲಿದೆ ಎಂದು ಅವರು ಹೇಳಿದರು. ಜಿಲ್ಲಾ ಕೈಗಾರಿಕಾ ಕೇಂದ್ರದ ಸಹಾಯಕ (374, 263, 554, 303)
weekday: ಶುಕ್ರವಾರ (799, 30, 819, 38)
masthead-rule (0, 57, 945, 59)
sidebar5-body: ಚಾಮರಾಜನಗರ: ನಗರಸಭಾ ವ್ಯಾಪ್ತಿಯಲ್ಲಿ ಬೀದಿ ನಾಯಿಗಳ ಹಾವಳಿ ಹೆಚ್ಚಾಗಿದ್ದು ಸಾರ್ವಜನಿಕರು, ಮಕ್ಕಳು, ವೃದ್ಧರು ಸಂಚರಿಸಲು ಭಯಪಡುವಂತಾಗಿದೆ. ನಗರಸಭೆಯು ಕೂಡಲೇ ಬೀದಿನಾಯಿಗಳ ನಿಯಂತ್ರಣಕ್ಕೆ ಕ್ರಮ ಕೈಗೊಳ್ಳಬೇಕು. ಸಂತಾನಹರಣ ಶಸ್ತ್ರಚಿಕಿತ್ಸೆ ನಡೆಸಿ ಅವುಗಳ ಸಂಖ್ಯೆ ನಿಯಂತ್ರಿಸಬೇಕು. ಬೀದಿ ನಾಯಿಗಳನ್ನು ಹಿಡಿದು ಸ್ಥಳಾಂತರಿಸಬೇಕು ಎಂದು ನಾಗರಿಕರು ಒತ್ತಾಯಿಸಿದ್ದಾರೆ. ವಾಸ ಮಾಡಲು ಅವಕಾಶ ಕೊಟ್ಟಲ್ಲಿ ಅದನ್ನು ಸ್ವಾಗತಿಸುವ ಜೊತೆಗೆ ಸ್ಥಳಾಂತರ ಮಾಡುವ ಹೊಣೆಗಾರಿಕೆ ನಗರಸಭೆಯದ್ದಾಗಿದೆ. ಸರ್ವೋಚ್ಚ ನ್ಯಾಯಾಲಯದ ಆದೇಶ ಉಲ್ಲಂಘನೆ ಮಾಡಿದಲ್ಲಿ ಕಾನೂನು ಕ್ರಮವಹಿಸಲಾಗುವುದು ಎಂದು ಪೌರಾಯುಕ್ತರು ಪ್ರಕಟಣೆಯಲ್ಲಿ ತಿಳಿಸಿದ್ದಾರೆ. (794, 1189, 942, 1293)
